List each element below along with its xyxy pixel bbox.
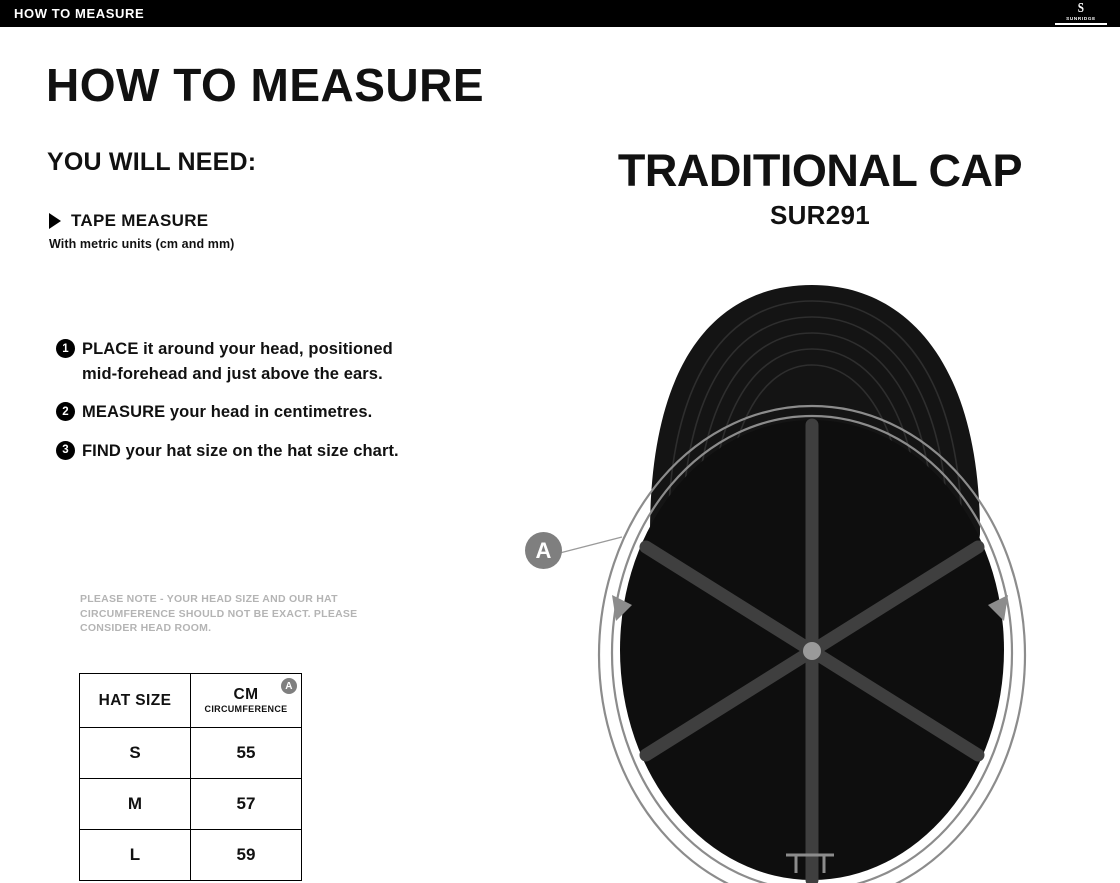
cell-hat-size: S bbox=[80, 728, 191, 779]
cell-cm: 55 bbox=[191, 728, 302, 779]
cell-hat-size: L bbox=[80, 830, 191, 881]
step-number: 3 bbox=[56, 441, 75, 460]
list-item bbox=[56, 439, 416, 464]
list-item bbox=[56, 400, 416, 425]
brand-logo bbox=[1052, 1, 1110, 26]
page-title: HOW TO MEASURE bbox=[46, 59, 485, 111]
column-header-cm-label: CM bbox=[233, 686, 259, 703]
table-header-row bbox=[80, 674, 302, 728]
table-row bbox=[80, 779, 302, 830]
step-text: MEASURE your head in centimetres. bbox=[82, 403, 373, 421]
tool-label: TAPE MEASURE bbox=[71, 211, 209, 230]
app-header-bar bbox=[0, 0, 1120, 27]
step-text: FIND your hat size on the hat size chart. bbox=[82, 441, 399, 460]
step-text: PLACE it around your head, positioned mid-forehead and just above the ears. bbox=[82, 340, 393, 383]
column-header-hat-size: HAT SIZE bbox=[80, 674, 191, 728]
step-number: 2 bbox=[56, 402, 75, 421]
cell-cm: 59 bbox=[191, 830, 302, 881]
list-item bbox=[56, 337, 416, 386]
column-header-cm-sublabel: CIRCUMFERENCE bbox=[204, 704, 288, 714]
cell-hat-size: M bbox=[80, 779, 191, 830]
measurement-callout-badge-a: A bbox=[525, 532, 562, 569]
product-title: TRADITIONAL CAP bbox=[617, 145, 1023, 196]
triangle-bullet-icon bbox=[49, 213, 61, 229]
cap-crown-shape bbox=[620, 420, 1004, 880]
header-title: HOW TO MEASURE bbox=[14, 6, 145, 21]
step-number: 1 bbox=[56, 339, 75, 358]
product-code: SUR291 bbox=[769, 200, 871, 230]
cap-button-center bbox=[803, 642, 821, 660]
table-row bbox=[80, 728, 302, 779]
column-header-cm bbox=[191, 674, 302, 728]
hat-size-chart bbox=[79, 673, 302, 881]
brand-underline bbox=[1055, 23, 1107, 25]
brand-monogram: S bbox=[1077, 1, 1085, 17]
brand-wordmark: SUNRIDGE bbox=[1066, 16, 1096, 22]
cap-diagram bbox=[500, 255, 1120, 883]
table-row bbox=[80, 830, 302, 881]
cell-cm: 57 bbox=[191, 779, 302, 830]
tool-sublabel: With metric units (cm and mm) bbox=[49, 237, 235, 251]
measurement-badge-a: A bbox=[281, 678, 297, 694]
tool-tape-measure bbox=[49, 211, 208, 231]
section-heading-you-will-need: YOU WILL NEED: bbox=[47, 148, 257, 176]
callout-leader-line bbox=[552, 537, 622, 555]
disclaimer-note: PLEASE NOTE - YOUR HEAD SIZE AND OUR HAT CIRCUMFERENCE SHOULD NOT BE EXACT. PLEASE CONSIDER HEAD ROOM. bbox=[80, 593, 358, 635]
instruction-steps bbox=[56, 337, 416, 477]
